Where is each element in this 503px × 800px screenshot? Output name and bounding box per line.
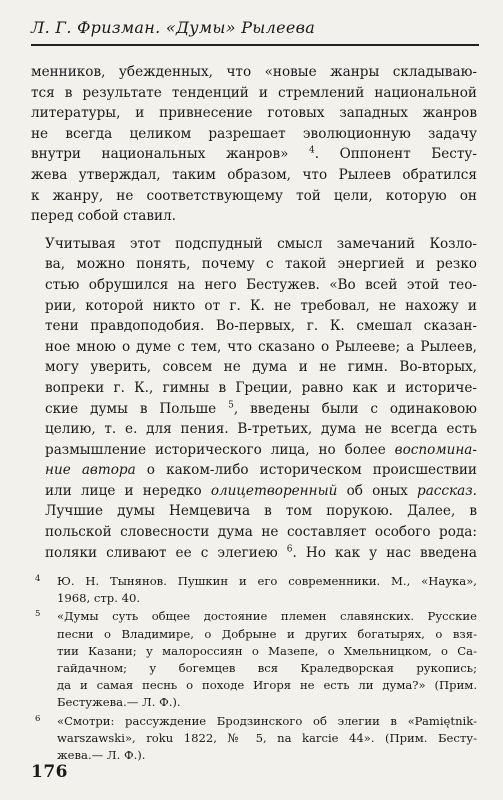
text-run: поляки сливают ее с элегиею — [45, 544, 278, 561]
footnote-5 — [31, 608, 477, 711]
italic-run: олицетворенный — [210, 482, 338, 499]
text-line — [31, 481, 477, 502]
text-line: тся в результате тенденций и стремлений национальной — [31, 84, 477, 101]
text-run: или лице и нередко — [45, 482, 211, 499]
footnote-line: Бестужева.— Л. Ф.). — [57, 695, 181, 710]
text-line: литературы, и привнесение готовых западных жанров — [31, 105, 477, 122]
text-run: об оных — [337, 482, 417, 499]
text-line: тени правдоподобия. Во-первых, г. К. смешал сказан- — [45, 318, 477, 335]
footnote-line: 1968, стр. 40. — [57, 591, 141, 606]
text-line: Учитывая этот подспудный смысл замечаний Козло- — [45, 235, 477, 252]
text-run: размышление исторического лица, но более — [45, 441, 395, 458]
footnote-mark: 6 — [35, 713, 41, 724]
text-run: внутри национальных жанров» — [31, 146, 289, 163]
text-line — [31, 440, 477, 461]
text-line — [31, 144, 477, 165]
paragraph-1 — [31, 62, 477, 227]
text-line: перед собой ставил. — [31, 208, 176, 225]
text-line: могу уверить, совсем не дума и не гимн. Во-вторых, — [45, 359, 477, 376]
text-line: менников, убежденных, что «новые жанры складываю- — [31, 64, 477, 80]
footnote-mark: 5 — [35, 609, 41, 620]
text-line — [31, 399, 477, 420]
footnote-ref-5[interactable]: 5 — [228, 399, 234, 410]
footnote-line: warszawski», roku 1822, № 5, na karcie 44». (Прим. Бесту- — [57, 730, 477, 745]
italic-run: рассказ. — [417, 482, 477, 499]
text-run: . Но как у нас введена — [292, 544, 477, 561]
text-line: рии, которой никто от г. К. не требовал, не нахожу и — [45, 297, 477, 314]
text-run: о каком-либо историческом происшествии — [135, 462, 477, 479]
footnote-line: жева.— Л. Ф.). — [57, 748, 146, 763]
italic-run: воспомина- — [394, 441, 477, 458]
footnote-line: «Смотри: рассуждение Бродзинского об элегии в «Pamiętnik- — [57, 713, 477, 728]
text-line — [31, 460, 477, 481]
text-run: ские думы в Польше — [45, 400, 217, 417]
text-line: вопреки г. К., гимны в Греции, равно как и историче- — [45, 379, 477, 396]
footnote-line: да и самая песнь о походе Игоря не есть ли дума?» (Прим. — [57, 678, 477, 693]
text-line — [31, 543, 477, 564]
footnote-line: тии Казани; у малороссиян о Мазепе, о Хмельницком, о Са- — [57, 643, 477, 658]
text-line: к жанру, не соответствующему той цели, которую он — [31, 187, 477, 204]
text-line: польской словесности дума не составляет особого рода: — [45, 524, 477, 541]
footnote-ref-4[interactable]: 4 — [309, 145, 315, 156]
running-header: Л. Г. Фризман. «Думы» Рылеева — [31, 14, 479, 46]
footnote-line: Ю. Н. Тынянов. Пушкин и его современники. М., «Наука», — [57, 574, 477, 588]
text-run: , введены были с одинаковою — [233, 400, 477, 417]
footnotes — [31, 573, 477, 765]
text-line: ное мною о думе с тем, что сказано о Рылееве; а Рылеев, — [45, 338, 477, 355]
text-line: целию, т. е. для пения. В-третьих, дума не всегда есть — [45, 421, 477, 438]
text-run: . Оппонент Бесту- — [314, 146, 477, 163]
footnote-ref-6[interactable]: 6 — [286, 544, 293, 555]
italic-run: ние автора — [45, 462, 136, 479]
footnote-mark: 4 — [35, 574, 41, 584]
text-line: жева утверждал, таким образом, что Рылеев обратился — [31, 166, 477, 183]
text-line: не всегда целиком разрешает эволюционную задачу — [31, 125, 477, 142]
footnote-line: песни о Владимире, о Добрыне и других богатырях, о взя- — [57, 626, 477, 641]
footnote-line: «Думы суть общее достояние племен славянских. Русские — [57, 609, 477, 624]
footnote-6 — [31, 713, 477, 765]
page-number: 176 — [31, 762, 68, 782]
text-line: Лучшие думы Немцевича в том порукою. Далее, в — [45, 503, 477, 520]
footnote-4 — [31, 573, 477, 607]
main-text — [31, 62, 477, 563]
paragraph-2 — [31, 234, 477, 564]
text-line: стью обрушился на него Бестужев. «Во всей этой тео- — [45, 276, 477, 293]
footnote-line: гайдачном; у богемцев вся Краледворская рукопись; — [57, 661, 477, 676]
text-line: ва, можно понять, почему с такой энергией и резко — [45, 256, 477, 273]
